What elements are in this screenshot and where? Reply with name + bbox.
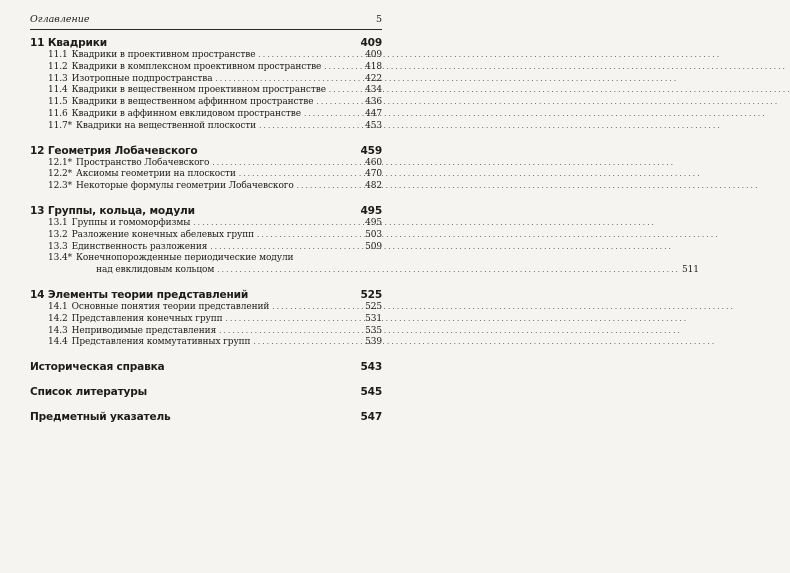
toc-entry[interactable] xyxy=(30,326,382,338)
dot-leader xyxy=(297,181,361,193)
chapter-title: 14 Элементы теории представлений xyxy=(30,288,249,301)
dot-leader xyxy=(212,158,361,170)
entry-title: Неприводимые представления xyxy=(71,325,217,336)
toc-entry[interactable] xyxy=(30,109,382,121)
dot-leader xyxy=(226,314,361,326)
entry-number: 14.2 xyxy=(48,313,68,324)
entry-page: 460 xyxy=(365,157,382,168)
dot-leader xyxy=(317,97,362,109)
entry-number: 11.7* xyxy=(48,120,73,131)
dot-leader xyxy=(253,337,361,349)
entry-title: Квадрики в аффинном евклидовом пространстве xyxy=(71,108,301,119)
chapter-page: 459 xyxy=(360,144,382,157)
chapter-title: 12 Геометрия Лобачевского xyxy=(30,144,198,157)
dot-leader xyxy=(217,265,678,277)
toc-entry[interactable] xyxy=(30,121,382,133)
entry-title: Представления коммутативных групп xyxy=(71,337,251,348)
entry-title: Квадрики на вещественной плоскости xyxy=(76,120,257,131)
table-of-contents xyxy=(30,36,699,435)
running-head-title: Оглавление xyxy=(30,14,90,25)
dot-leader xyxy=(258,50,361,62)
entry-title: Основные понятия теории представлений xyxy=(71,301,270,312)
entry-number: 14.3 xyxy=(48,325,68,336)
entry-page: 511 xyxy=(682,265,699,276)
entry-title: Разложение конечных абелевых групп xyxy=(71,229,255,240)
entry-page: 509 xyxy=(365,241,382,252)
toc-entry-two-line[interactable] xyxy=(30,253,699,277)
back-matter-page: 547 xyxy=(360,411,382,424)
chapter-12 xyxy=(30,144,382,193)
toc-entry[interactable] xyxy=(30,337,382,349)
entry-page: 525 xyxy=(365,301,382,312)
back-matter-historical[interactable] xyxy=(30,360,382,374)
chapter-page: 525 xyxy=(360,288,382,301)
dot-leader xyxy=(239,169,361,181)
back-matter-title: Предметный указатель xyxy=(30,411,171,424)
entry-page: 409 xyxy=(365,50,382,60)
entry-title: Квадрики в вещественном аффинном пространстве xyxy=(71,97,314,108)
entry-number: 11.4 xyxy=(48,85,68,96)
entry-number: 13.3 xyxy=(48,241,68,252)
entry-title: Представления конечных групп xyxy=(71,313,223,324)
entry-number: 12.2* xyxy=(48,169,73,180)
entry-number: 13.4* xyxy=(48,253,73,264)
back-matter-title: Список литературы xyxy=(30,386,148,399)
back-matter-index[interactable] xyxy=(30,410,382,424)
back-matter-bibliography[interactable] xyxy=(30,385,382,399)
toc-entry[interactable] xyxy=(30,302,382,314)
toc-entry[interactable] xyxy=(30,314,382,326)
dot-leader xyxy=(210,242,361,254)
entry-page: 434 xyxy=(365,85,382,96)
entry-number: 11.5 xyxy=(48,97,68,108)
running-head-page-number: 5 xyxy=(375,14,382,25)
entry-page: 495 xyxy=(365,217,382,228)
entry-page: 422 xyxy=(365,73,382,84)
chapter-title: 11 Квадрики xyxy=(30,37,107,49)
entry-title: Аксиомы геометрии на плоскости xyxy=(76,169,236,180)
chapter-page: 495 xyxy=(360,204,382,217)
entry-page: 535 xyxy=(365,325,382,336)
entry-number: 13.1 xyxy=(48,217,68,228)
toc-entry[interactable] xyxy=(30,242,382,254)
toc-entry[interactable] xyxy=(30,169,382,181)
dot-leader xyxy=(219,326,361,338)
entry-title-block xyxy=(76,253,699,277)
chapter-heading[interactable] xyxy=(30,144,382,158)
toc-entry[interactable] xyxy=(30,230,382,242)
entry-title: Квадрики в проективном пространстве xyxy=(71,50,256,60)
toc-entry[interactable] xyxy=(30,74,382,86)
chapter-13 xyxy=(30,204,699,277)
chapter-heading[interactable] xyxy=(30,288,382,302)
dot-leader xyxy=(304,109,361,121)
running-head xyxy=(30,14,382,28)
entry-title: Квадрики в вещественном проективном пространстве xyxy=(71,85,326,96)
entry-page: 503 xyxy=(365,229,382,240)
entry-page: 539 xyxy=(365,337,382,348)
chapter-14 xyxy=(30,288,382,349)
back-matter-page: 545 xyxy=(360,386,382,399)
entry-title: Пространство Лобачевского xyxy=(76,157,210,168)
entry-title: Единственность разложения xyxy=(71,241,208,252)
toc-entry[interactable] xyxy=(30,85,382,97)
dot-leader xyxy=(215,74,361,86)
dot-leader xyxy=(272,302,361,314)
entry-number: 14.1 xyxy=(48,301,68,312)
chapter-title: 13 Группы, кольца, модули xyxy=(30,204,195,217)
back-matter-page: 543 xyxy=(360,361,382,374)
toc-entry[interactable] xyxy=(30,181,382,193)
entry-number: 11.1 xyxy=(48,50,68,60)
header-rule xyxy=(30,29,382,30)
entry-page: 436 xyxy=(365,97,382,108)
toc-entry[interactable] xyxy=(30,62,382,74)
chapter-page: 409 xyxy=(360,37,382,49)
chapter-11 xyxy=(30,36,382,133)
dot-leader xyxy=(257,230,361,242)
entry-page: 418 xyxy=(365,61,382,72)
dot-leader xyxy=(259,121,361,133)
entry-title-line2-row xyxy=(76,265,699,277)
entry-page: 531 xyxy=(365,313,382,324)
toc-entry[interactable] xyxy=(30,218,382,230)
chapter-heading[interactable] xyxy=(30,204,382,218)
entry-number: 13.2 xyxy=(48,229,68,240)
entry-title: Изотропные подпространства xyxy=(71,73,213,84)
entry-number: 12.1* xyxy=(48,157,73,168)
entry-number: 11.2 xyxy=(48,61,68,72)
entry-number: 11.6 xyxy=(48,108,68,119)
dot-leader xyxy=(193,218,361,230)
entry-page: 447 xyxy=(365,108,382,119)
toc-entry[interactable] xyxy=(30,50,382,62)
chapter-heading[interactable] xyxy=(30,36,382,50)
back-matter-title: Историческая справка xyxy=(30,361,165,374)
entry-title: Квадрики в комплексном проективном пространстве xyxy=(71,61,322,72)
toc-entry[interactable] xyxy=(30,158,382,170)
entry-title: Некоторые формулы геометрии Лобачевского xyxy=(76,181,294,192)
dot-leader xyxy=(324,62,361,74)
entry-title-line1: Конечнопорожденные периодические модули xyxy=(76,253,294,264)
entry-number: 11.3 xyxy=(48,73,68,84)
entry-page: 453 xyxy=(365,120,382,131)
dot-leader xyxy=(329,85,361,97)
entry-page: 470 xyxy=(365,169,382,180)
entry-number: 12.3* xyxy=(48,181,73,192)
entry-title: Группы и гомоморфизмы xyxy=(71,217,191,228)
toc-entry[interactable] xyxy=(30,97,382,109)
entry-page: 482 xyxy=(365,181,382,192)
entry-number: 14.4 xyxy=(48,337,68,348)
entry-title-line2: над евклидовым кольцом xyxy=(96,265,215,276)
